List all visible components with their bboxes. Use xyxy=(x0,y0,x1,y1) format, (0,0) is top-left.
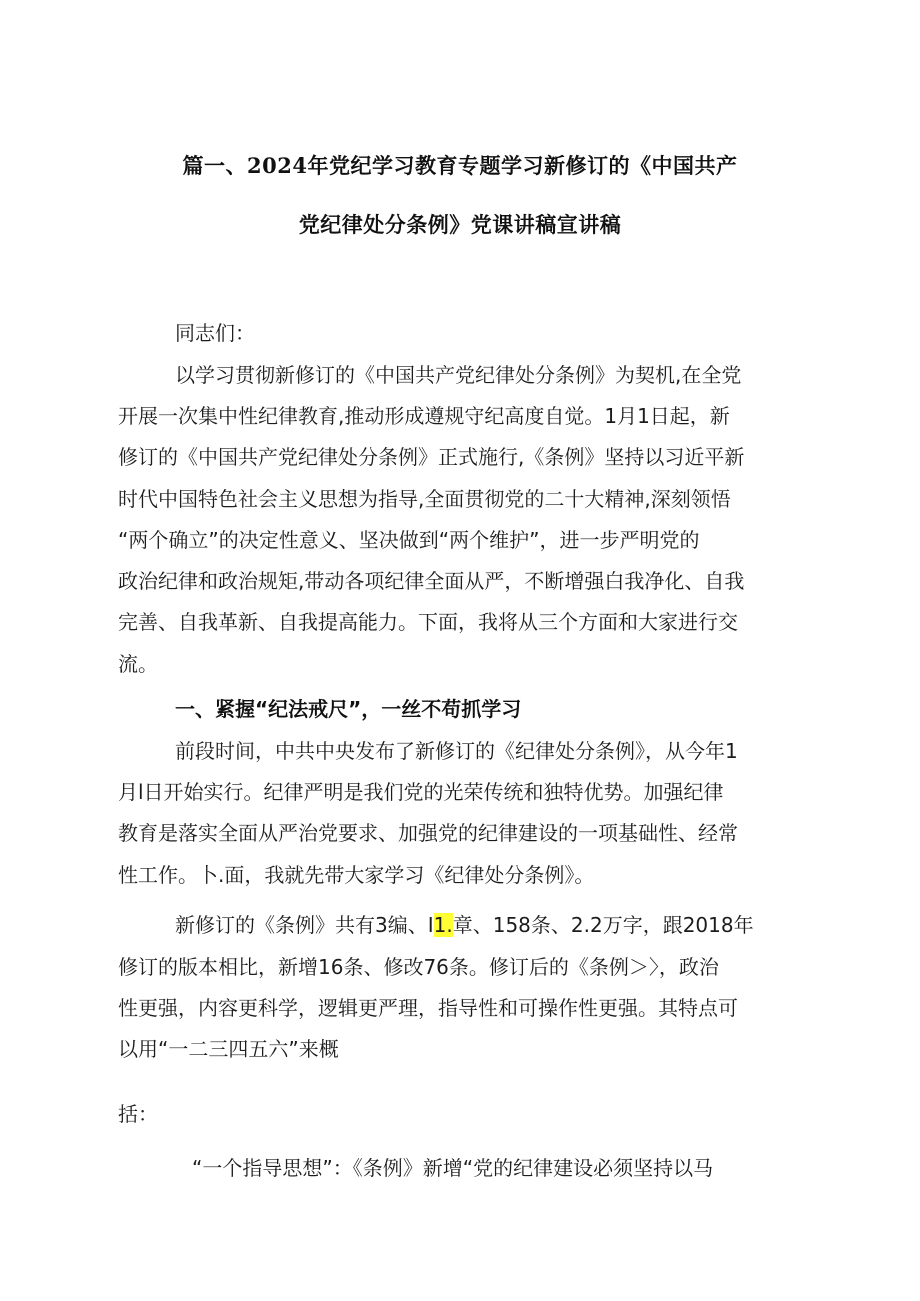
paragraph-line: “一个指导思想”：《条例》新增“党的纪律建设必须坚持以马 xyxy=(192,1156,714,1180)
paragraph-line: 性更强，内容更科学，逻辑更严理，指导性和可操作性更强。其特点可 xyxy=(118,996,738,1020)
document-title-line-2: 党纪律处分条例》党课讲稿宣讲稿 xyxy=(298,212,622,237)
salutation: 同志们： xyxy=(175,321,255,345)
paragraph-line: 流。 xyxy=(118,652,158,676)
paragraph-line: 月l日开始实行。纪律严明是我们党的光荣传统和独特优势。加强纪律 xyxy=(118,780,724,804)
highlighted-text: 1. xyxy=(433,913,453,937)
paragraph-line: 括： xyxy=(118,1102,158,1126)
paragraph-line: 前段时间，中共中央发布了新修订的《纪律处分条例》，从今年1 xyxy=(175,739,738,763)
paragraph-line: 政治纪律和政治规矩,带动各项纪律全面从严，不断增强白我净化、自我 xyxy=(118,569,745,593)
paragraph-line: 以学习贯彻新修订的《中国共产党纪律处分条例》为契机,在全党 xyxy=(175,363,742,387)
paragraph-line: 性工作。卜.面，我就先带大家学习《纪律处分条例》。 xyxy=(118,863,595,887)
paragraph-line: “两个确立”的决定性意义、坚决做到“两个维护”，进一步严明党的 xyxy=(118,528,700,552)
paragraph-line: 开展一次集中性纪律教育,推动形成遵规守纪高度自觉。1月1日起，新 xyxy=(118,404,730,428)
section-heading: 一、紧握“纪法戒尺”，一丝不苟抓学习 xyxy=(175,697,522,721)
paragraph-line: 教育是落实全面从严治党要求、加强党的纪律建设的一项基础性、经常 xyxy=(118,821,738,845)
text-after-highlight: 章、158条、2.2万字，跟2018年 xyxy=(452,913,754,937)
paragraph-line-with-highlight xyxy=(175,912,754,938)
paragraph-line: 修订的版本相比，新增16条、修改76条。修订后的《条例＞〉，政治 xyxy=(118,955,719,979)
paragraph-line: 以用“一二三四五六”来概 xyxy=(118,1037,339,1061)
paragraph-line: 修订的《中国共产党纪律处分条例》正式施行,《条例》坚持以习近平新 xyxy=(118,445,745,469)
document-title-line-1: 篇一、2024年党纪学习教育专题学习新修订的《中国共产 xyxy=(182,153,738,178)
paragraph-line: 完善、自我革新、自我提高能力。下面，我将从三个方面和大家进行交 xyxy=(118,610,738,634)
paragraph-line: 时代中国特色社会主义思想为指导,全面贯彻党的二十大精神,深刻领悟 xyxy=(118,487,731,511)
text-before-highlight: 新修订的《条例》共有3编、I xyxy=(175,913,434,937)
